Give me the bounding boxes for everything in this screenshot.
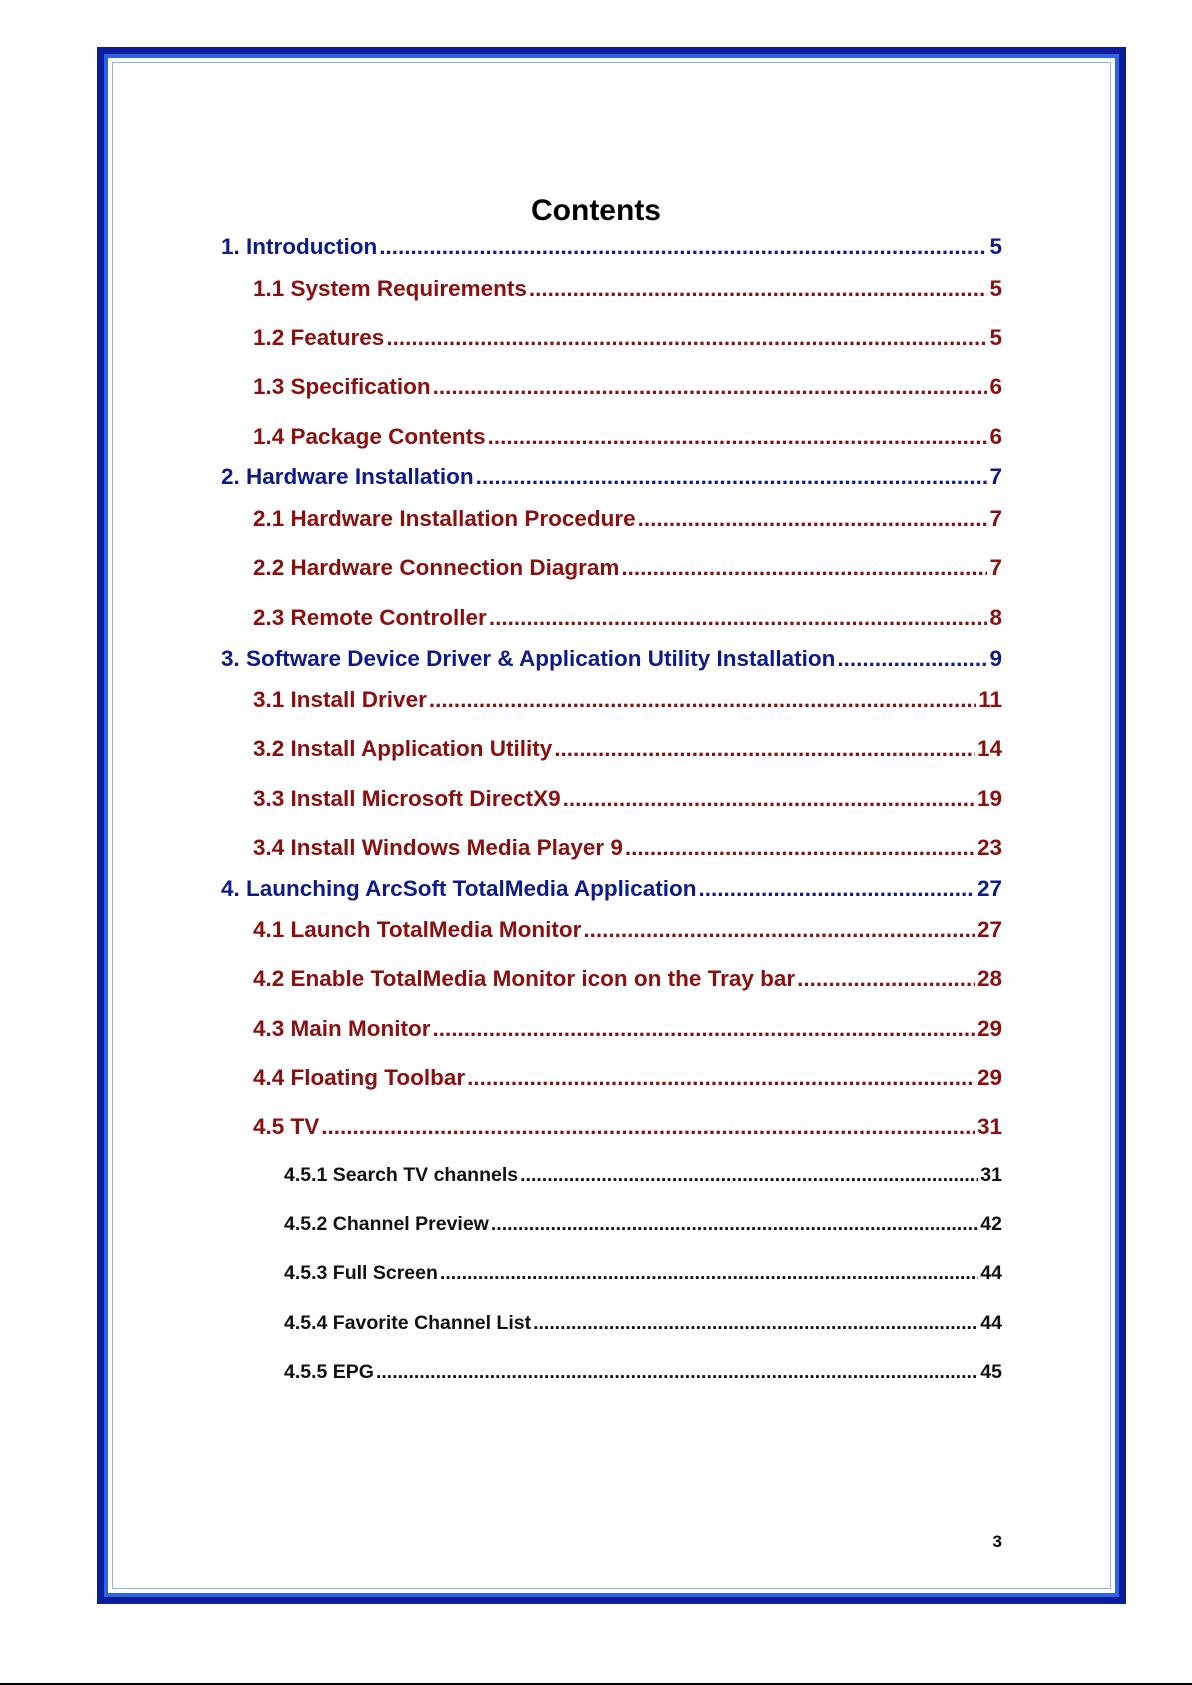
toc-leader-dots [698, 876, 975, 902]
toc-entry-page: 7 [989, 464, 1002, 489]
toc-entry-page: 5 [989, 325, 1002, 350]
toc-entry[interactable] [253, 687, 1002, 713]
toc-leader-dots [621, 555, 987, 581]
toc-entry[interactable] [284, 1213, 1002, 1236]
toc-leader-dots [467, 1065, 975, 1091]
toc-entry[interactable] [253, 1114, 1002, 1140]
toc-leader-dots [554, 736, 975, 762]
toc-entry[interactable] [284, 1312, 1002, 1335]
toc-leader-dots [491, 1213, 978, 1236]
toc-entry-page: 29 [976, 1016, 1002, 1041]
toc-leader-dots [837, 646, 987, 672]
toc-leader-dots [440, 1262, 978, 1285]
toc-entry-page: 28 [976, 966, 1002, 991]
toc-entry-label: 3.1 Install Driver [253, 687, 427, 712]
toc-leader-dots [638, 506, 988, 532]
toc-entry-page: 7 [989, 555, 1002, 580]
toc-leader-dots [520, 1164, 978, 1187]
toc-entry-label: 2. Hardware Installation [221, 464, 474, 489]
toc-leader-dots [321, 1114, 975, 1140]
toc-entry-page: 8 [989, 605, 1002, 630]
toc-leader-dots [376, 1361, 978, 1384]
toc-leader-dots [429, 687, 976, 713]
toc-entry-page: 11 [978, 687, 1002, 712]
toc-entry[interactable] [284, 1164, 1002, 1187]
toc-entry[interactable] [221, 234, 1002, 260]
toc-entry-label: 2.3 Remote Controller [253, 605, 487, 630]
toc-entry-page: 6 [989, 424, 1002, 449]
toc-entry-page: 7 [989, 506, 1002, 531]
toc-entry-page: 5 [989, 276, 1002, 301]
toc-leader-dots [433, 1016, 975, 1042]
toc-entry[interactable] [253, 605, 1002, 631]
toc-leader-dots [563, 786, 975, 812]
toc-entry[interactable] [221, 646, 1002, 672]
toc-entry[interactable] [284, 1262, 1002, 1285]
page-number: 3 [992, 1532, 1002, 1551]
toc-entry[interactable] [253, 374, 1002, 400]
toc-entry-page: 44 [980, 1312, 1002, 1334]
toc-entry[interactable] [221, 876, 1002, 902]
toc-entry-page: 31 [980, 1164, 1002, 1186]
toc-entry[interactable] [284, 1361, 1002, 1384]
toc-leader-dots [386, 325, 987, 351]
toc-entry-label: 4.2 Enable TotalMedia Monitor icon on the Tray bar [253, 966, 796, 991]
toc-entry-label: 4.5.4 Favorite Channel List [284, 1312, 532, 1334]
toc-entry-label: 1. Introduction [221, 234, 378, 259]
toc-leader-dots [379, 234, 987, 260]
toc-entry[interactable] [221, 464, 1002, 490]
toc-entry-page: 5 [989, 234, 1002, 259]
toc-entry-label: 2.2 Hardware Connection Diagram [253, 555, 620, 580]
toc-entry-label: 4. Launching ArcSoft TotalMedia Application [221, 876, 697, 901]
toc-entry-label: 2.1 Hardware Installation Procedure [253, 506, 636, 531]
toc-leader-dots [433, 374, 988, 400]
toc-entry-page: 6 [989, 374, 1002, 399]
toc-leader-dots [625, 835, 975, 861]
toc-leader-dots [583, 917, 975, 943]
toc-entry-label: 4.5 TV [253, 1114, 320, 1139]
toc-entry[interactable] [253, 786, 1002, 812]
toc-leader-dots [797, 966, 975, 992]
toc-entry-page: 42 [980, 1213, 1002, 1235]
toc-entry-label: 1.2 Features [253, 325, 385, 350]
toc-entry-label: 4.4 Floating Toolbar [253, 1065, 466, 1090]
toc-entry-label: 1.3 Specification [253, 374, 431, 399]
toc-entry[interactable] [253, 506, 1002, 532]
toc-leader-dots [529, 276, 988, 302]
toc-leader-dots [489, 605, 988, 631]
toc-entry-page: 44 [980, 1262, 1002, 1284]
toc-entry-page: 23 [976, 835, 1002, 860]
toc-leader-dots [476, 464, 988, 490]
toc-entry-page: 9 [989, 646, 1002, 671]
toc-entry-page: 14 [976, 736, 1002, 761]
toc-entry[interactable] [253, 1065, 1002, 1091]
toc-entry-label: 1.4 Package Contents [253, 424, 486, 449]
toc-entry-page: 29 [976, 1065, 1002, 1090]
toc-entry-label: 1.1 System Requirements [253, 276, 527, 301]
toc-entry-page: 27 [976, 876, 1002, 901]
page-title: Contents [531, 194, 661, 227]
toc-entry-page: 31 [976, 1114, 1002, 1139]
toc-entry-label: 3.4 Install Windows Media Player 9 [253, 835, 623, 860]
toc-entry[interactable] [253, 424, 1002, 450]
toc-entry[interactable] [253, 966, 1002, 992]
toc-entry-page: 45 [980, 1361, 1002, 1383]
toc-entry-label: 4.5.2 Channel Preview [284, 1213, 489, 1235]
toc-entry-label: 3.3 Install Microsoft DirectX9 [253, 786, 561, 811]
toc-leader-dots [488, 424, 988, 450]
toc-entry-label: 3.2 Install Application Utility [253, 736, 553, 761]
toc-entry-label: 4.5.1 Search TV channels [284, 1164, 519, 1186]
toc-entry[interactable] [253, 835, 1002, 861]
toc-leader-dots [533, 1312, 978, 1335]
toc-entry-label: 3. Software Device Driver & Application Utility Installation [221, 646, 836, 671]
toc-entry[interactable] [253, 1016, 1002, 1042]
toc-entry[interactable] [253, 555, 1002, 581]
toc-entry-label: 4.5.5 EPG [284, 1361, 374, 1383]
toc-entry-page: 27 [976, 917, 1002, 942]
toc-entry[interactable] [253, 736, 1002, 762]
toc-entry-label: 4.3 Main Monitor [253, 1016, 431, 1041]
toc-entry-page: 19 [976, 786, 1002, 811]
toc-entry[interactable] [253, 917, 1002, 943]
toc-entry-label: 4.1 Launch TotalMedia Monitor [253, 917, 582, 942]
toc-entry-label: 4.5.3 Full Screen [284, 1262, 438, 1284]
toc-entry[interactable] [253, 276, 1002, 302]
toc-entry[interactable] [253, 325, 1002, 351]
